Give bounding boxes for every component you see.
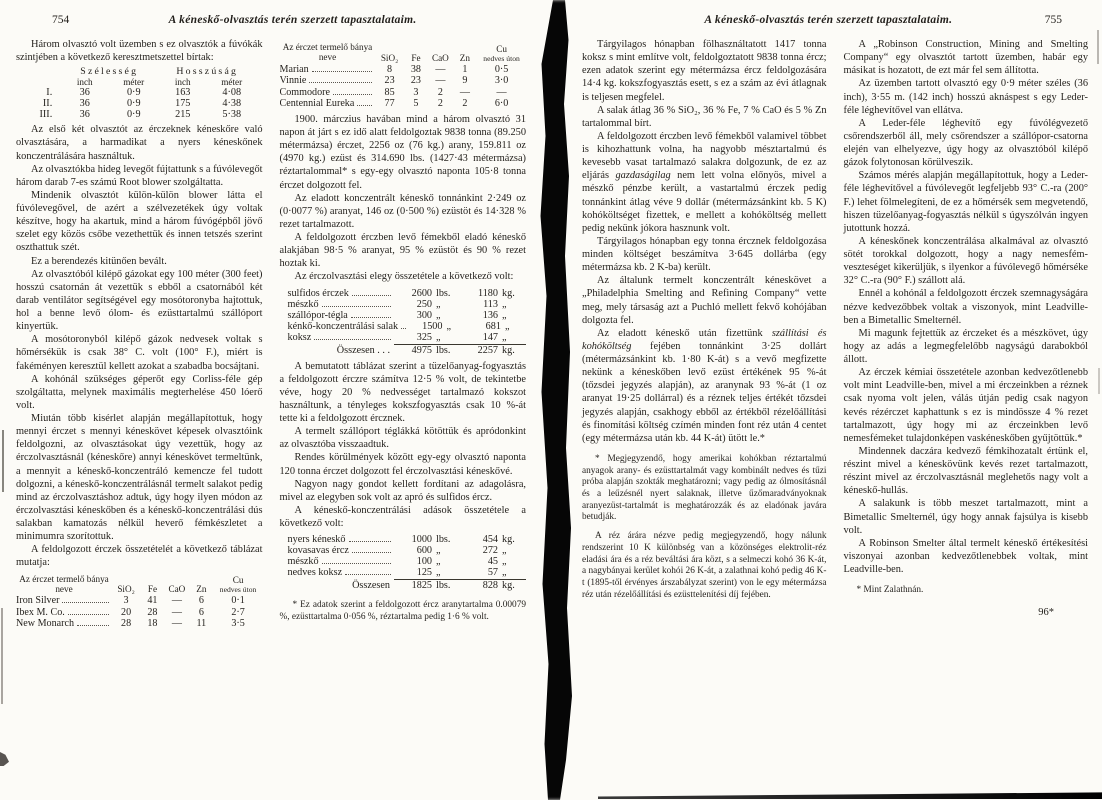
paragraph: A salakunk is több meszet tartalmazott, mint a Bimetallic Smelternél, úgy hogy annak fajsúlya is kisebb volt. [843,498,1088,536]
table-row: Ibex M. Co. 20 28 — 6 2·7 [16,606,245,618]
page-number: 755 [1044,14,1062,26]
list-total: Összesen 1825 lbs. 828 kg. [288,579,527,591]
ore-composition-table-2 [280,42,527,110]
paragraph: Az üzemben tartott olvasztó egy 0·9 méter széles (36 inch), 3·55 m. (142 inch) hosszú aknáspest s egy Leder-féle léghevítővel van ellátva. [843,78,1088,116]
table-row: Commodore 85 3 2 — — [279,86,507,98]
paragraph: A termelt szállóport téglákká kötöttük és apródonkint az olvasztóba visszaadtuk. [279,426,526,451]
paragraph: Tárgyilagos hónapban egy tonna ércznek feldolgozása minden költséget beszámítva 3·645 dollárba (egy métermázsa kb. 2 K-ba) került. [582,235,827,274]
paragraph: A salak átlag 36 % SiO₂, 36 % Fe, 7 % CaO és 5 % Zn tartalommal bírt. [582,104,827,129]
footnote: * Mint Zalathnán. [856,585,924,596]
table-row: Marian 8 38 — 1 0·5 [279,63,509,75]
column-group-length: Hosszúság [176,66,239,78]
paragraph: A bemutatott táblázat szerint a tüzelőanyag-fogyasztás a feldolgozott érczre számítva 12·5 % volt, de tekintetbe véve, hogy 20 % nedvességet tartalmazó kokszot használtunk, a tényleges kokszfogyasztás csak 10 %-át tette ki a feldolgozott ércznek. [279,360,526,425]
table-row: inch méter inch méter [76,77,243,88]
column-2 [280,38,527,633]
paragraph: Az első két olvasztót az érczeknek kéneskőre való olvasztására, a harmadikat a nyers kéneskőnek konczentrálására használtuk. [16,124,263,162]
footnote: * Ez adatok szerint a feldolgozott ércz aranytartalma 0.00079 %, ezüsttartalma 0·056 %, réztartalma pedig 1·6 % volt. [279,600,526,622]
smelting-charge-list [288,288,527,356]
paragraph: Nagyon nagy gondot kellett fordítani az adagolásra, mivel az elegyben sok volt az apró és sulfidos ércz. [279,478,526,503]
table-row: Iron Silver 3 41 — 6 0·1 [16,595,245,607]
paragraph: Ez a berendezés kitünően bevált. [31,255,167,267]
list-item: koksz 325 „ 147 „ [287,331,507,343]
list-item: kovasavas ércz 600 „ 272 „ [287,545,507,557]
paragraph: Mindennek daczára kedvező fémkihozatalt értünk el, részint mivel a kéneskövünk kevés rezet tartalmazott, részint mivel az érczolvasztásnál meglehetős nagy volt a kéneskő-hullás. [843,445,1088,497]
paragraph: Mindenik olvasztót külön-külön blower látta el fúvólevegővel, de azért a szélvezetékek úgy voltak készítve, hogy ha akartuk, mind a három fúvógépből jövő szelet egy közös csőbe vezethettük és innen tetszés szerint oszthattuk szét. [16,189,263,254]
paragraph: Az olvasztóból kilépő gázokat egy 100 méter (300 feet) hosszú csatornán át vezettük s ebből a csatornából két darab ventilátor segítségével egy mosótoronyba hajtottuk, hol a benne levő ólom- és ezüsttartalmú szállóport kinyertük. [16,268,263,333]
paragraph: A „Robinson Construction, Mining and Smelting Company“ egy olvasztót tartott üzemben, habár egy másikat is hozatott, de ezt már fel sem állította. [843,39,1088,77]
running-title: A kéneskő-olvasztás terén szerzett tapasztalataim. [704,14,953,26]
paragraph: Az eladott konczentrált kéneskő tonnánkint 2·249 oz (0·0077 %) aranyat, 146 oz (0·500 %) ezüstöt és 14·328 % rezet tartalmazott. [279,192,526,230]
book-spine-shadow [531,0,581,800]
list-total: Összesen . . . 4975 lbs. 2257 kg. [288,344,527,356]
footnote: * Megjegyzendő, hogy amerikai kohókban réztartalmú anyagok arany- és ezüsttartalmát vagy kombinált nedves és tűzi próba alapján szokták meghatározni; vagy pedig az ólmosításnál és a leűzésnél nyert salaknak, illetve űzőmaradványoknak aranyezüst-tartalmát is meghatározzák és az eladónak javára betudják. [582,453,827,523]
paragraph: Ennél a kohónál a feldolgozott érczek szemnagyságára nézve kedvezőbbek voltak a viszonyok, mint Leadville-ben a Bimetallic Smelternél. [843,288,1088,326]
paragraph: Számos mérés alapján megállapítottuk, hogy a Leder-féle léghevítővel a fúvólevegőt legfeljebb 93° C.-ra (200° F.) lehet fölmelegíteni, de ez a hőmérsék sem megvetendő, hiszen tüzelőanyag-fogyasztás nélkül s úgyszólván ingyen jutottunk hozzá. [843,170,1088,234]
page-header-right [582,14,1088,26]
paragraph: A feldolgozott érczek összetételét a következő táblázat mutatja: [16,544,263,569]
text-columns [582,38,1088,618]
paragraph: Az eladott kéneskő után fizettünk szállítási és kohóköltség fejében tonnánkint 3·25 dollárt (métermázsánkint kb. 1·80 K-át) s a vevő megfizette nekünk a kéneskőben levő ezüst értékének 95 %-át (tőzsdei jegyzés alapján), az aranynak 93 %-át (1 oz aranyat 19·25 dollárral) és a réznek teljes értékét tőzsdei jegyzés alapján, csakhogy ebből az értékből rézelőállítási és finomítási költség czímén minden font réz után 4 centet (egy métermázsa után kb. 44 K-át) ütött le.* [582,327,827,444]
table-row [16,66,263,77]
table-row: II. 36 0·9 175 4·38 [42,98,242,110]
column-1 [16,38,263,633]
paragraph: Az érczek kémiai összetétele azonban kedvezőtlenebb volt mint Leadville-ben, mivel a mi érczeinkben a réznek csak nyoma volt jelen, válás útján pedig csak nagyon kevés rézérczet kaphattunk s ez is mindössze 4 % rezet tartalmazott, úgy hogy mi az érczeinkben levő nemesfémeket tulajdonképen vaskéneskőben gyűjtöttük.* [843,367,1088,444]
list-item: nyers kéneskő 1000 lbs. 454 kg. [287,534,515,546]
table-row: Vinnie 23 23 — 9 3·0 [279,75,509,87]
list-item: szállópor-tégla 300 „ 136 „ [287,309,507,321]
paragraph: A kéneskő-konczentrálási adások összetétele a következő volt: [279,504,526,530]
paragraph: Mi magunk fejtettük az érczeket és a mészkövet, úgy hogy az adás a legmegfelelőbb nagyságú darabokból állott. [843,327,1088,365]
list-item: nedves koksz 125 „ 57 „ [287,567,507,579]
table-row: III. 36 0·9 215 5·38 [39,109,242,121]
ore-composition-table-1 [16,574,263,630]
paragraph: A kéneskőnek konczentrálása alkalmával az olvasztó sötét torokkal dolgozott, hogy a nagy nemesfém-veszteséget kikerüljük, s ilyenkor a fúvólevegő hőmérséke 32° C.-ra (90° F.) szállott alá. [843,235,1088,287]
page-number: 754 [52,14,70,26]
paragraph: 1900. márczius havában mind a három olvasztó 31 napon át járt s ez idő alatt feldolgoztak 9838 tonna (89.250 métermázsa) érczet, 2256 oz (76 kg.) arany, 159.811 oz (4970 kg.) ezüst és 314.690 lbs. (1427·43 métermázsa) réztartalommal* s egy-egy olvasztó naponta 105·8 tonna érczet dolgozott fel. [279,113,526,191]
running-title: A kéneskő-olvasztás terén szerzett tapasztalataim. [168,14,417,26]
paragraph: Miután több kisérlet alapján megállapítottuk, hogy mennyi érczet s mennyi kéneskövet képesek olvasztóink feldolgozni, az olvasztásokat úgy vezettük, hogy az érczolvasztásnál (kéneskőre) annyi kéneskövet termeltünk, a mennyit a kéneskő-konczentráló kemencze fel tudott dolgozni, a kéneskő-konczentrálásnál termelt salakot pedig mind az érczolvasztáshoz adtuk, úgy hogy ilyen módon az érczolvasztási kéneskőben és a kéneskő-konczentrálási dús salakban kamatozás nélkül heverő fémkészletet a minimumra szorítottuk. [16,413,263,543]
page-754 [0,0,534,800]
column-group-width: Szélesség [80,66,139,78]
paragraph: A kohónál szükséges géperőt egy Corliss-féle gép szolgáltatta, melynek maximális megterhelése 450 lóerő volt. [16,373,263,411]
paragraph: Rendes körülmények között egy-egy olvasztó naponta 120 tonna érczet dolgozott fel érczolvasztási kéneskővé. [279,452,526,477]
table-row: Centennial Eureka 77 5 2 2 6·0 [279,98,509,110]
list-item: kénkő-konczentrálási salak 1500 „ 681 „ [287,320,510,332]
column-3 [582,38,827,618]
text-columns [16,38,526,633]
list-item: sulfidos érczek 2600 lbs. 1180 kg. [287,287,515,299]
paragraph: A Robinson Smelter által termelt kéneskő értékesítési viszonyai azonban kedvezőtlenebbek voltak, mint Leadville-ben. [843,537,1088,575]
list-item: mészkő 100 „ 45 „ [287,556,507,568]
page-755 [578,0,1102,800]
paragraph: Az érczolvasztási elegy összetétele a következő volt: [294,271,514,283]
printer-signature: 96* [1038,606,1054,618]
paragraph: Az olvasztókba hideg levegőt fújtattunk s a fúvólevegőt három darab 7-es számú Root blower szolgáltatta. [16,163,263,188]
furnace-dimensions-table [16,66,263,120]
paragraph: A feldolgozott érczben levő fémekből valamivel többet is kihozhattunk volna, ha nagyobb mésztartalmú és kevesebb vasat tartalmazó salakra dolgozunk, de ez az eljárás gazdaságilag nem lett volna előnyös, mivel a mészkő pénzbe került, a vastartalmú érczek pedig tonnánkint átlag véve 9 dollár (métermázsánkint kb. 5 K) kohóköltséget fizettek, e mellett a kohóköltség mellett pedig nekünk jókora hasznunk volt. [582,130,827,234]
paragraph: A feldolgozott érczben levő fémekből eladó kéneskő alakjában 98·5 % aranyat, 95 % ezüstöt és 90 % rezet hoztak ki. [279,232,526,270]
page-header-left [16,14,526,26]
column-4 [844,38,1089,618]
footnote: A réz árára nézve pedig megjegyzendő, hogy nálunk rendszerint 10 K különbség van a közönséges elektrolit-réz eladási ára és a réz beváltási ára közt, s a selmeczi kohó 36 K-át, a nagybányai kerület kohói 26 K-át, a zalathnai kohó pedig 46 K-t (1895-től érvényes árszabályzat szerint) von le egy métermázsa réz után rézelőállítási és ezüsttelenítési díj fejében. [582,531,827,600]
paragraph: Három olvasztó volt üzemben s ez olvasztók a fúvókák szintjében a következő keresztmetszettel bírtak: [16,39,263,64]
table-header-row: Az érczet termelő bánya neve SiO₂ Fe CaO Zn Cu nedves úton [282,42,520,63]
paragraph: Az általunk termelt konczentrált kéneskövet a „Philadelphia Smelting and Refining Company“ vette meg, mely társaság azt a Puchló mellett fekvő kohójában dolgozta fel. [582,275,827,326]
paragraph: Tárgyilagos hónapban fölhasználtatott 1417 tonna koksz s mint említve volt, feldolgoztatott 9838 tonna ércz; ezen adatok szerint egy métermázsa ércz feldolgozására 14·4 kg. kokszfogyasztás esett, s ez a szám az évi átlagnak is teljesen megfelel. [582,39,827,103]
table-row: New Monarch 28 18 — 11 3·5 [16,618,245,630]
table-header-row: Az érczet termelő bánya neve SiO₂ Fe CaO Zn Cu nedves úton [19,573,257,595]
concentration-charge-list [288,534,527,591]
table-row: I. 36 0·9 163 4·08 [46,87,242,99]
paragraph: A mosótoronyból kilépő gázok nedvesek voltak s hőmérsékük is csak 38° C. volt (100° F.), miért is fakéményen keresztül kellett azokat a szabadba bocsájtani. [16,334,263,372]
paragraph: A Leder-féle léghevítő egy fúvólégvezető csőrendszerből áll, mely csőrendszer a szállópor-csatorna elején van elhelyezve, úgy hogy az olvasztóból kilépő gázok folytonosan körülveszik. [843,117,1088,169]
list-item: mészkő 250 „ 113 „ [287,298,507,310]
